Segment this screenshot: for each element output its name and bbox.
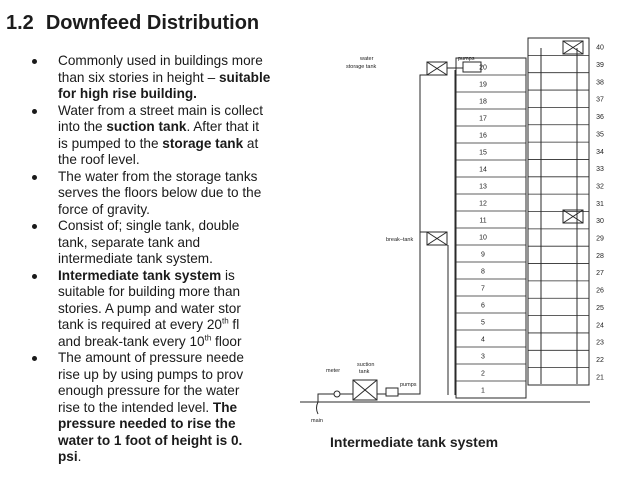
storage-tank-label-1: water [360, 56, 374, 62]
bullet-text: rise to the intended level. [58, 399, 213, 415]
floor-number: 30 [596, 218, 604, 226]
floor-number: 19 [479, 81, 487, 89]
floor-number: 38 [596, 79, 604, 87]
section-heading: Downfeed Distribution [45, 12, 260, 34]
floor-number: 39 [596, 62, 604, 70]
bullet-text: Consist of; single tank, double [58, 218, 240, 233]
bullet-text: for high rise building. [58, 86, 197, 101]
bullet-text: than six stories in height – [58, 69, 219, 85]
floor-number: 22 [596, 356, 604, 364]
bullet-text: The amount of pressure neede [58, 350, 244, 365]
diagram-caption: Intermediate tank system [330, 434, 499, 450]
bullet-text: The water from the storage tanks [58, 168, 258, 184]
suction-tank-label-2: tank [359, 369, 370, 375]
storage-tank-label-2: storage tank [346, 64, 377, 70]
floor-number: 32 [596, 183, 604, 191]
bullet-text: water to 1 foot of height is 0. [58, 432, 243, 448]
floor-number: 15 [479, 149, 487, 157]
break-tank-label: break–tank [386, 237, 414, 243]
bullet-text: pressure needed to rise the [58, 416, 236, 431]
floor-number: 11 [479, 217, 487, 225]
bullet-text: tank, separate tank and [58, 234, 201, 250]
floor-number: 5 [481, 319, 485, 327]
floor-number: 26 [596, 287, 604, 295]
water-meter [334, 391, 340, 397]
bullet-text: the roof level. [58, 152, 140, 167]
street-main [317, 402, 319, 414]
bullet-text: is [221, 267, 235, 283]
bullet-text: suction tank [106, 119, 187, 134]
floor-number: 21 [596, 374, 604, 382]
floor-number: 8 [481, 268, 485, 276]
bullet-text: stories. A pump and water stor [58, 300, 241, 316]
bullet-text: Water from a street main is collect [58, 102, 263, 118]
floor-number: 10 [479, 234, 487, 242]
floor-number: 34 [596, 148, 604, 156]
floor-number: 7 [481, 285, 485, 293]
floor-number: 31 [596, 200, 604, 208]
floor-number: 16 [479, 132, 487, 140]
floor-number: 28 [596, 252, 604, 260]
rooftop-pump-label: pumps [458, 56, 475, 62]
bullet-text: intermediate tank system. [58, 251, 213, 266]
bullet-text: and break-tank every 10 [58, 333, 205, 349]
bullet-text: storage tank [162, 135, 244, 151]
pumps-label: pumps [400, 382, 417, 388]
bullet-text: th [221, 316, 229, 326]
floor-number: 40 [596, 44, 604, 52]
floor-number: 3 [481, 353, 485, 361]
bullet-text: fl [228, 317, 240, 332]
floor-number: 9 [481, 251, 485, 259]
floor-number: 29 [596, 235, 604, 243]
bullet-text: enough pressure for the water [58, 383, 240, 398]
floor-number: 23 [596, 339, 604, 347]
bullet-text: at [243, 135, 259, 151]
pump-box [386, 388, 398, 396]
bullet-text: . After that it [186, 119, 259, 134]
bullet-text: is pumped to the [58, 135, 163, 151]
floor-number: 13 [479, 183, 487, 191]
suction-tank-label-1: suction [357, 362, 375, 368]
bullet-text: Commonly used in buildings more [58, 53, 263, 68]
floor-number: 4 [481, 336, 485, 344]
floor-number: 18 [479, 98, 487, 106]
floor-number: 35 [596, 131, 604, 139]
bullet-text: serves the floors below due to the [58, 185, 262, 200]
bullet-text: suitable for building more than [58, 284, 241, 299]
bullet-text: rise up by using pumps to prov [58, 366, 244, 382]
section-number: 1.2 [6, 12, 34, 34]
floor-number: 12 [479, 200, 487, 208]
floor-number: 2 [481, 370, 485, 378]
main-label: main [311, 418, 323, 424]
bullet-text: Intermediate tank system [58, 267, 222, 283]
bullet-text: tank is required at every 20 [58, 317, 222, 332]
floor-number: 14 [479, 166, 487, 174]
bullet-text: suitable [218, 69, 271, 85]
floor-number: 1 [481, 387, 485, 395]
right-floors [528, 45, 604, 385]
bullet-text: psi [58, 449, 78, 464]
floor-number: 25 [596, 304, 604, 312]
left-floors [456, 65, 526, 399]
floor-number: 17 [479, 115, 487, 123]
floor-number: 6 [481, 302, 485, 310]
bullet-text: . [77, 449, 82, 464]
bullet-text: into the [58, 119, 107, 134]
floor-number: 24 [596, 322, 604, 330]
floor-number: 37 [596, 96, 604, 104]
bullet-text: floor [211, 333, 242, 349]
floor-number: 20 [479, 64, 487, 72]
bullet-text: force of gravity. [58, 201, 150, 217]
floor-number: 33 [596, 166, 604, 174]
meter-label: meter [326, 368, 341, 374]
bullet-text: The [212, 399, 238, 415]
floor-number: 36 [596, 114, 604, 122]
floor-number: 27 [596, 270, 604, 278]
bullet-text: th [204, 332, 212, 342]
